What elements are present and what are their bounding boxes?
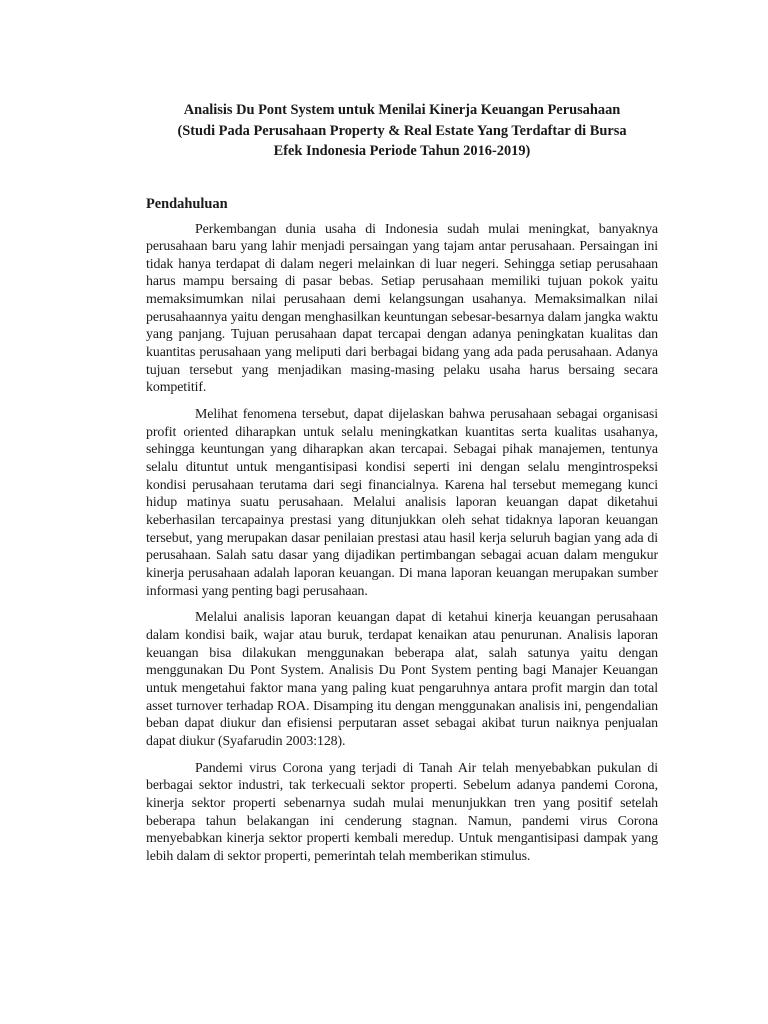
title-line-1: Analisis Du Pont System untuk Menilai Kinerja Keuangan Perusahaan <box>183 102 621 118</box>
paragraph-3: Melalui analisis laporan keuangan dapat di ketahui kinerja keuangan perusahaan dalam kondisi baik, wajar atau buruk, terdapat kenaikan atau penurunan. Analisis laporan keuangan bisa dilakukan menggunakan beberapa alat, salah satunya yaitu dengan menggunakan Du Pont System. Analisis Du Pont System penting bagi Manajer Keuangan untuk mengetahui faktor mana yang paling kuat pengaruhnya antara profit margin dan total asset turnover terhadap ROA. Disamping itu dengan menggunakan analisis ini, pengendalian beban dapat diukur dan efisiensi perputaran asset sebagai akibat turun naiknya penjualan dapat diukur (Syafarudin 2003:128). <box>146 610 658 749</box>
document-page <box>146 100 658 874</box>
paragraph-4: Pandemi virus Corona yang terjadi di Tanah Air telah menyebabkan pukulan di berbagai sektor industri, tak terkecuali sektor properti. Sebelum adanya pandemi Corona, kinerja sektor properti sebenarnya sudah mulai menunjukkan tren yang positif setelah beberapa tahun belakangan ini cenderung stagnan. Namun, pandemi virus Corona menyebabkan kinerja sektor properti kembali meredup. Untuk mengantisipasi dampak yang lebih dalam di sektor properti, pemerintah telah memberikan stimulus. <box>146 760 658 864</box>
paragraph-1: Perkembangan dunia usaha di Indonesia sudah mulai meningkat, banyaknya perusahaan baru yang lahir menjadi persaingan yang tajam antar perusahaan. Persaingan ini tidak hanya terdapat di dalam negeri melainkan di luar negeri. Sehingga setiap perusahaan harus mampu bersaing di pasar bebas. Setiap perusahaan memiliki tujuan pokok yaitu memaksimumkan nilai perusahaan demi kelangsungan usahanya. Memaksimalkan nilai perusahaannya yaitu dengan menghasilkan keuntungan sebesar-besarnya dalam jangka waktu yang panjang. Tujuan perusahaan dapat tercapai dengan adanya peningkatan kualitas dan kuantitas perusahaan yang meliputi dari berbagai bidang yang ada pada perusahaan. Adanya tujuan tersebut yang menjadikan masing-masing pelaku usaha harus bersaing secara kompetitif. <box>146 221 658 396</box>
title-line-3: Efek Indonesia Periode Tahun 2016-2019) <box>273 143 531 159</box>
document-title <box>146 100 658 162</box>
section-heading: Pendahuluan <box>146 195 228 212</box>
paragraph-2: Melihat fenomena tersebut, dapat dijelaskan bahwa perusahaan sebagai organisasi profit oriented diharapkan untuk selalu meningkatkan kuantitas serta kualitas usahanya, sehingga keuntungan yang diharapkan akan tercapai. Sebagai pihak manajemen, tentunya selalu dituntut untuk mengantisipasi kondisi seperti ini dengan selalu mengintrospeksi kondisi perusahaan terutama dari segi financialnya. Karena hal tersebut memegang kunci hidup matinya suatu perusahaan. Melalui analisis laporan keuangan dapat diketahui keberhasilan tercapainya prestasi yang ditunjukkan oleh sehat tidaknya laporan keuangan tersebut, yang merupakan dasar penilaian prestasi atau hasil kerja seluruh bagian yang ada di perusahaan. Salah satu dasar yang dijadikan pertimbangan sebagai acuan dalam mengukur kinerja perusahaan adalah laporan keuangan. Di mana laporan keuangan merupakan sumber informasi yang penting bagi perusahaan. <box>146 407 658 599</box>
title-line-2: (Studi Pada Perusahaan Property & Real Estate Yang Terdaftar di Bursa <box>177 122 627 139</box>
